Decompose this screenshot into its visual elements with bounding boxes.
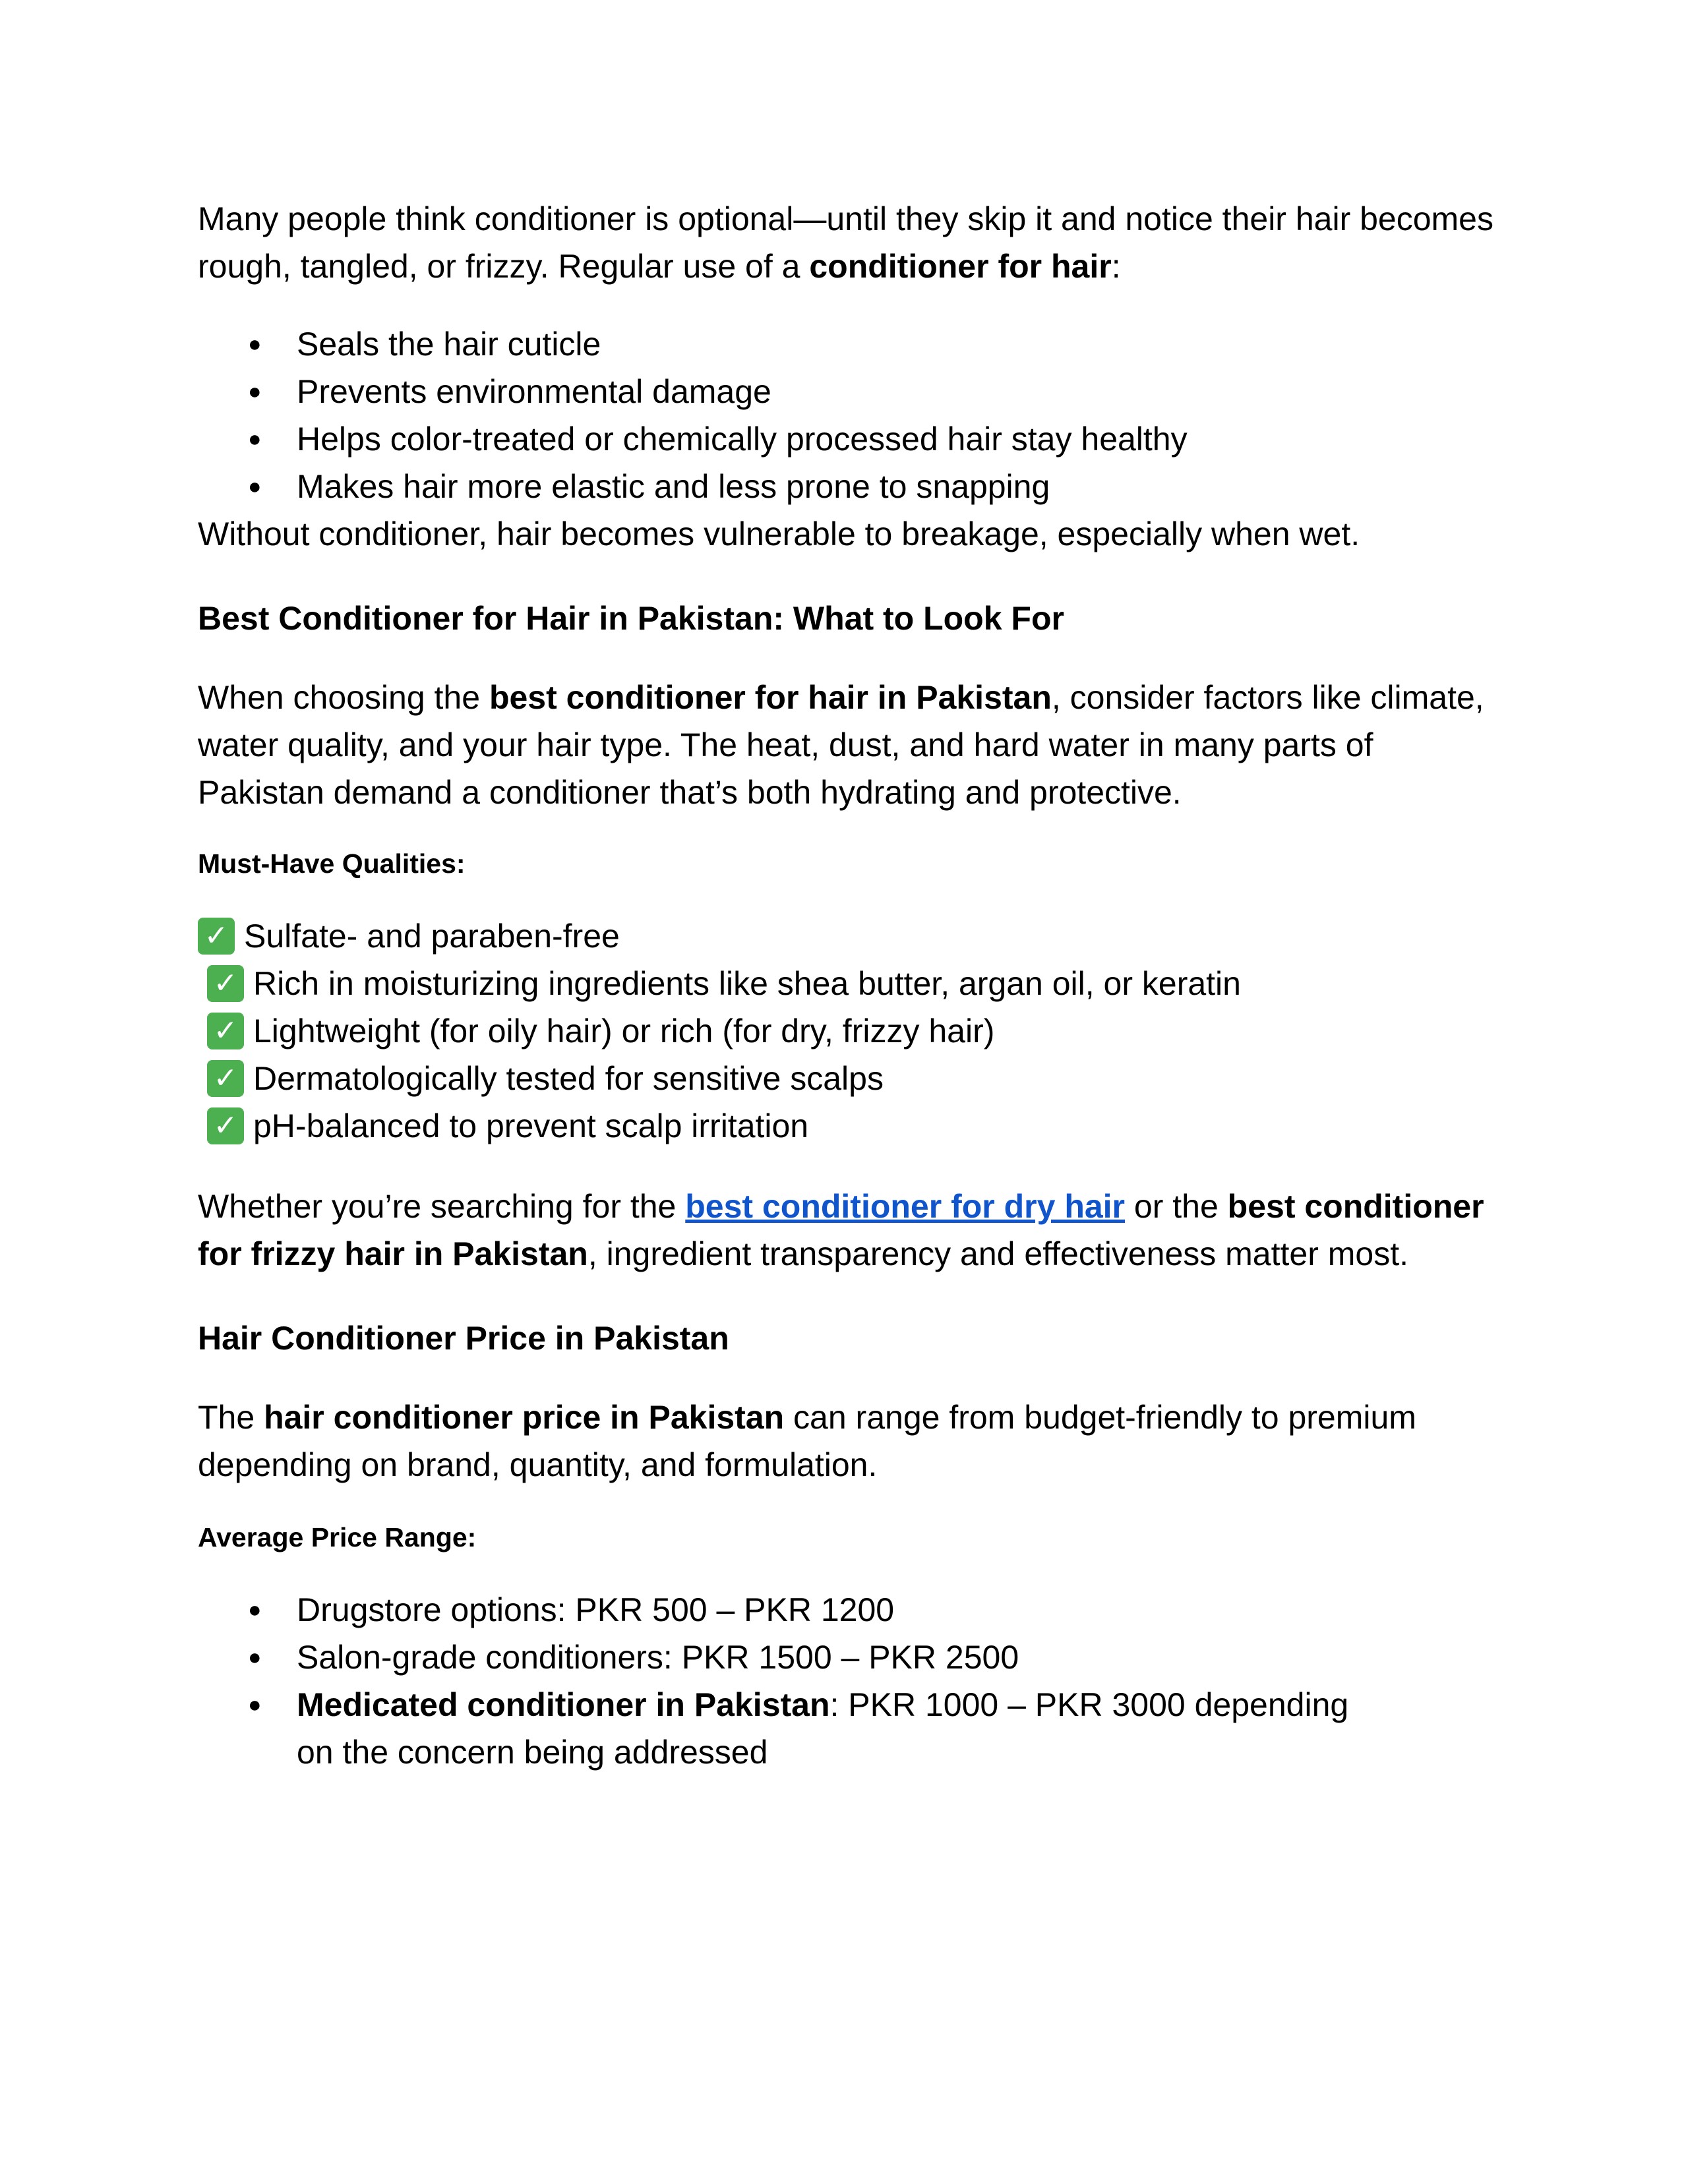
whether-bold-keyword: best conditioner for frizzy hair in Pakistan xyxy=(198,1188,1484,1272)
whether-paragraph xyxy=(198,1183,1503,1278)
medicated-text-continued: on the concern being addressed xyxy=(297,1734,768,1771)
checklist-item-label: pH-balanced to prevent scalp irritation xyxy=(253,1107,809,1144)
section-heading-price: Hair Conditioner Price in Pakistan xyxy=(198,1320,729,1357)
qualities-checklist xyxy=(198,912,1503,1150)
dry-hair-conditioner-link[interactable]: best conditioner for dry hair xyxy=(685,1188,1126,1225)
price-list xyxy=(198,1586,1503,1776)
subheading-must-have-qualities: Must-Have Qualities: xyxy=(198,848,466,879)
choosing-bold-keyword: best conditioner for hair in Pakistan xyxy=(489,679,1052,716)
list-item: ● Helps color-treated or chemically processed hair stay healthy xyxy=(248,415,1503,463)
checklist-item xyxy=(198,960,1503,1007)
list-item: ● Drugstore options: PKR 500 – PKR 1200 xyxy=(248,1586,1503,1634)
check-mark-icon: ✓ xyxy=(207,1107,244,1144)
intro-text: Many people think conditioner is optional—until they skip it and notice their hair becomes rough, tangled, or frizzy. Regular use of a xyxy=(198,200,1493,285)
medicated-bold-keyword: Medicated conditioner in Pakistan xyxy=(297,1686,830,1723)
choosing-paragraph xyxy=(198,674,1503,816)
document-page xyxy=(198,195,1503,1776)
list-item: ● Makes hair more elastic and less prone to snapping xyxy=(248,463,1503,510)
checklist-item-label: Sulfate- and paraben-free xyxy=(244,918,620,955)
subheading-average-price-range: Average Price Range: xyxy=(198,1522,477,1552)
choosing-text-end: , consider factors like climate, water quality, and your hair type. The heat, dust, and hard water in many parts of Pakistan demand a conditioner that’s both hydrating and protective. xyxy=(198,679,1484,811)
without-conditioner-paragraph: Without conditioner, hair becomes vulnerable to breakage, especially when wet. xyxy=(198,516,1360,552)
price-text-end: can range from budget-friendly to premium depending on brand, quantity, and formulation. xyxy=(198,1399,1416,1483)
checklist-item xyxy=(198,912,1503,960)
list-item: ● Prevents environmental damage xyxy=(248,368,1503,415)
benefits-list xyxy=(198,320,1503,510)
checklist-item-label: Lightweight (for oily hair) or rich (for dry, frizzy hair) xyxy=(253,1013,995,1049)
list-item: ● Seals the hair cuticle xyxy=(248,320,1503,368)
check-mark-icon: ✓ xyxy=(207,1060,244,1097)
intro-paragraph xyxy=(198,195,1503,290)
whether-text-middle: or the xyxy=(1125,1188,1228,1225)
checklist-item xyxy=(198,1055,1503,1102)
choosing-text: When choosing the xyxy=(198,679,489,716)
whether-text: Whether you’re searching for the xyxy=(198,1188,686,1225)
checklist-item xyxy=(198,1102,1503,1150)
check-mark-icon: ✓ xyxy=(198,918,235,955)
check-mark-icon: ✓ xyxy=(207,1013,244,1049)
checklist-item-label: Rich in moisturizing ingredients like shea butter, argan oil, or keratin xyxy=(253,965,1241,1002)
price-paragraph xyxy=(198,1394,1503,1489)
intro-text-end: : xyxy=(1111,248,1121,285)
list-item xyxy=(248,1681,1503,1776)
price-bold-keyword: hair conditioner price in Pakistan xyxy=(264,1399,785,1436)
list-item: ● Salon-grade conditioners: PKR 1500 – PKR 2500 xyxy=(248,1634,1503,1681)
checklist-item xyxy=(198,1007,1503,1055)
section-heading-what-to-look-for: Best Conditioner for Hair in Pakistan: What to Look For xyxy=(198,600,1064,637)
price-text: The xyxy=(198,1399,264,1436)
checklist-item-label: Dermatologically tested for sensitive scalps xyxy=(253,1060,884,1097)
intro-bold-keyword: conditioner for hair xyxy=(809,248,1112,285)
check-mark-icon: ✓ xyxy=(207,965,244,1002)
medicated-text: : PKR 1000 – PKR 3000 depending xyxy=(829,1686,1349,1723)
whether-text-end: , ingredient transparency and effectiveness matter most. xyxy=(588,1235,1408,1272)
